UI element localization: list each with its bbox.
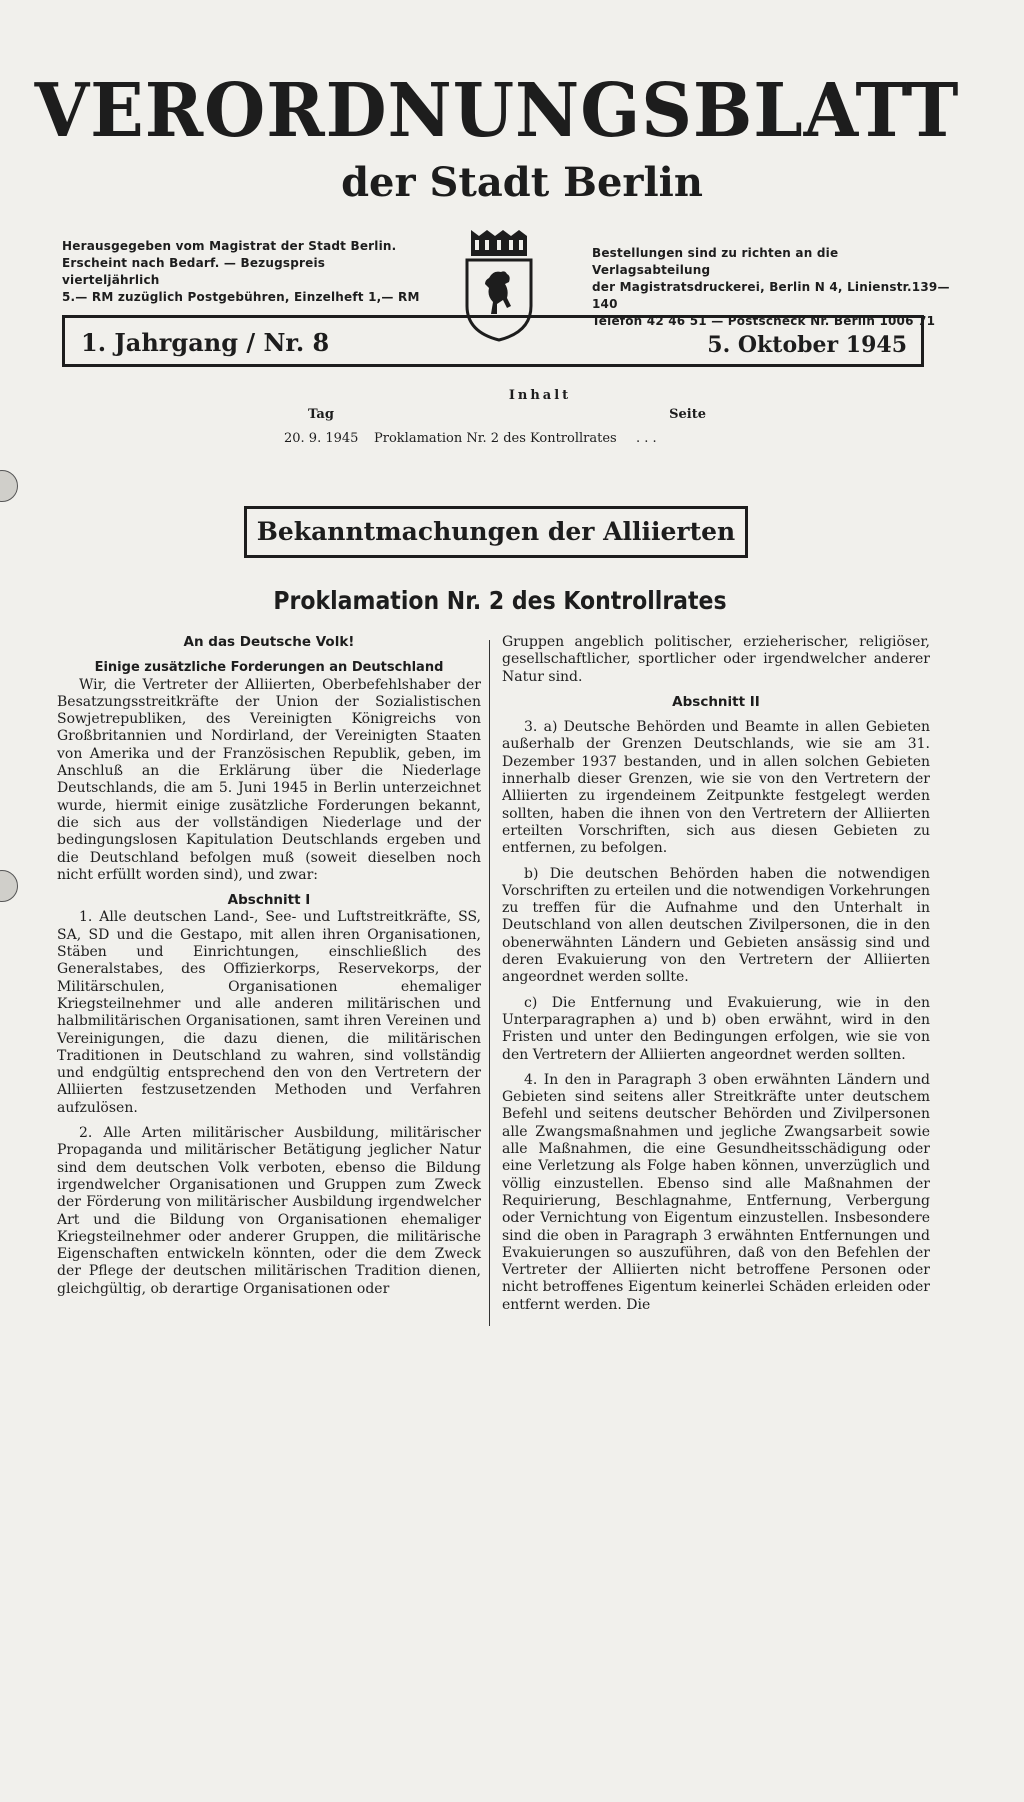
issue-date: 5. Oktober 1945 xyxy=(707,332,907,358)
masthead xyxy=(0,70,1024,206)
toc-row[interactable] xyxy=(280,431,720,451)
salutation: An das Deutsche Volk! xyxy=(183,634,355,650)
paragraph: 1. Alle deutschen Land-, See- und Luftstreitkräfte, SS, SA, SD und die Gestapo, mit allen ihren Organisationen, Stäben und Einrichtungen, einschließlich des Generalstabes, des Offizierkorps, Reservekorps, der Militärschulen, Organisationen ehemaliger Kriegsteilnehmer und alle anderen militärischen und halbmilitärischen Organisationen, samt ihren Vereinen und Vereinigungen, die dazu dienen, die militärischen Traditionen in Deutschland zu wahren, sind vollständig und endgültig entsprechend den von den Vertretern der Alliierten festzusetzenden Methoden und Verfahren aufzulösen. xyxy=(57,909,481,1116)
paragraph-continuation: Gruppen angeblich politischer, erzieherischer, religiöser, gesellschaftlicher, sportlicher oder irgendwelcher anderer Natur sind. xyxy=(502,634,930,685)
section-heading: Abschnitt II xyxy=(672,693,760,710)
imprint-line: Telefon 42 46 51 — Postscheck Nr. Berlin 1006 71 xyxy=(592,314,936,328)
toc-row-date: 20. 9. 1945 xyxy=(284,431,359,446)
imprint-line: 5.— RM zuzüglich Postgebühren, Einzelheft 1,— RM xyxy=(62,290,420,304)
paragraph-intro: Wir, die Vertreter der Alliierten, Oberbefehlshaber der Besatzungsstreitkräfte der Union der Sozialistischen Sowjetrepubliken, des Vereinigten Königreichs von Großbritannien und Nordirland, der Vereinigten Staaten von Amerika und der Französischen Republik, geben, im Anschluß an die Erklärung über die Niederlage Deutschlands, die am 5. Juni 1945 in Berlin unterzeichnet wurde, hiermit einige zusätzliche Forderungen bekannt, die sich aus der vollständigen Niederlage und der bedingungslosen Kapitulation Deutschlands ergeben und die Deutschland befolgen muß (soweit dieselben noch nicht erfüllt worden sind), und zwar: xyxy=(57,676,481,883)
imprint-line: der Magistratsdruckerei, Berlin N 4, Linienstr.139—140 xyxy=(592,280,950,311)
section-heading: Abschnitt I xyxy=(227,892,311,909)
table-of-contents xyxy=(280,388,720,451)
column-divider xyxy=(489,640,490,1326)
text-column-left xyxy=(57,634,481,1298)
subheading: Einige zusätzliche Forderungen an Deutschland xyxy=(94,660,444,676)
text-column-right xyxy=(502,634,930,1314)
toc-row-leader: . . . xyxy=(636,431,657,446)
section-heading-box: Bekanntmachungen der Alliierten xyxy=(244,506,748,558)
proclamation-title: Proklamation Nr. 2 des Kontrollrates xyxy=(273,586,727,615)
paragraph: 2. Alle Arten militärischer Ausbildung, militärischer Propaganda und militärischer Betätigung jeglicher Natur sind dem deutschen Volk verboten, ebenso die Bildung irgendwelcher Organisationen und Gruppen zum Zweck der Förderung von militärischer Ausbildung irgendwelcher Art und die Bildung von Organisationen ehemaliger Kriegsteilnehmer oder anderer Gruppen, die militärische Eigenschaften entwickeln könnten, oder die dem Zweck der Pflege der deutschen militärischen Tradition dienen, gleichgültig, ob derartige Organisationen oder xyxy=(57,1125,481,1297)
masthead-subtitle: der Stadt Berlin xyxy=(341,159,703,206)
toc-column-headers xyxy=(280,407,720,427)
issue-volume: 1. Jahrgang / Nr. 8 xyxy=(81,328,330,357)
imprint-line: Erscheint nach Bedarf. — Bezugspreis vierteljährlich xyxy=(62,256,326,287)
toc-heading: Inhalt xyxy=(508,388,572,403)
paragraph: 3. a) Deutsche Behörden und Beamte in allen Gebieten außerhalb der Grenzen Deutschlands, wie sie am 31. Dezember 1937 bestanden, und in allen solchen Gebieten innerhalb dieser Grenzen, wie sie von den Vertretern der Alliierten zu irgendeinem Zeitpunkte festgelegt werden sollten, haben die ihnen von den Vertretern der Alliierten erteilten Vorschriften, sich aus diesen Gebieten zu entfernen, zu befolgen. xyxy=(502,719,930,857)
toc-col-day: Tag xyxy=(308,407,334,422)
paragraph: 4. In den in Paragraph 3 oben erwähnten Ländern und Gebieten sind seitens aller Streitkräfte unter deutschem Befehl und seitens deutscher Behörden und Zivilpersonen alle Zwangsmaßnahmen und jegliche Zwangsarbeit sowie alle Maßnahmen, die eine Gesundheitsschädigung oder eine Verletzung als Folge haben können, unverzüglich und völlig einzustellen. Ebenso sind alle Maßnahmen der Requirierung, Beschlagnahme, Entfernung, Verbergung oder Vernichtung von Eigentum einzustellen. Insbesondere sind die oben in Paragraph 3 erwähnten Entfernungen und Evakuierungen so auszuführen, daß von den Befehlen der Vertreter der Alliierten nicht betroffene Personen oder nicht betroffenes Eigentum keinerlei Schäden erleiden oder entfernt werden. Die xyxy=(502,1071,930,1313)
toc-row-entry: Proklamation Nr. 2 des Kontrollrates xyxy=(374,431,617,446)
issue-bar xyxy=(62,315,924,367)
imprint-line: Bestellungen sind zu richten an die Verlagsabteilung xyxy=(592,246,839,277)
imprint-line: Herausgegeben vom Magistrat der Stadt Berlin. xyxy=(62,239,397,253)
paragraph: c) Die Entfernung und Evakuierung, wie in den Unterparagraphen a) und b) oben erwähnt, wird in den Fristen und unter den Bedingungen erfolgen, wie sie von den Vertretern der Alliierten angeordnet werden sollten. xyxy=(502,994,930,1063)
imprint-publisher xyxy=(62,238,422,306)
masthead-title: VERORDNUNGSBLATT xyxy=(34,68,960,154)
toc-col-page: Seite xyxy=(669,407,706,422)
paragraph: b) Die deutschen Behörden haben die notwendigen Vorschriften zu erteilen und die notwendigen Vorkehrungen zu treffen für die Aufnahme und den Unterhalt in Deutschland von allen deutschen Zivilpersonen, die in den obenerwähnten Ländern und Gebieten ansässig sind und deren Evakuierung von den Vertretern der Alliierten angeordnet werden sollte. xyxy=(502,865,930,986)
